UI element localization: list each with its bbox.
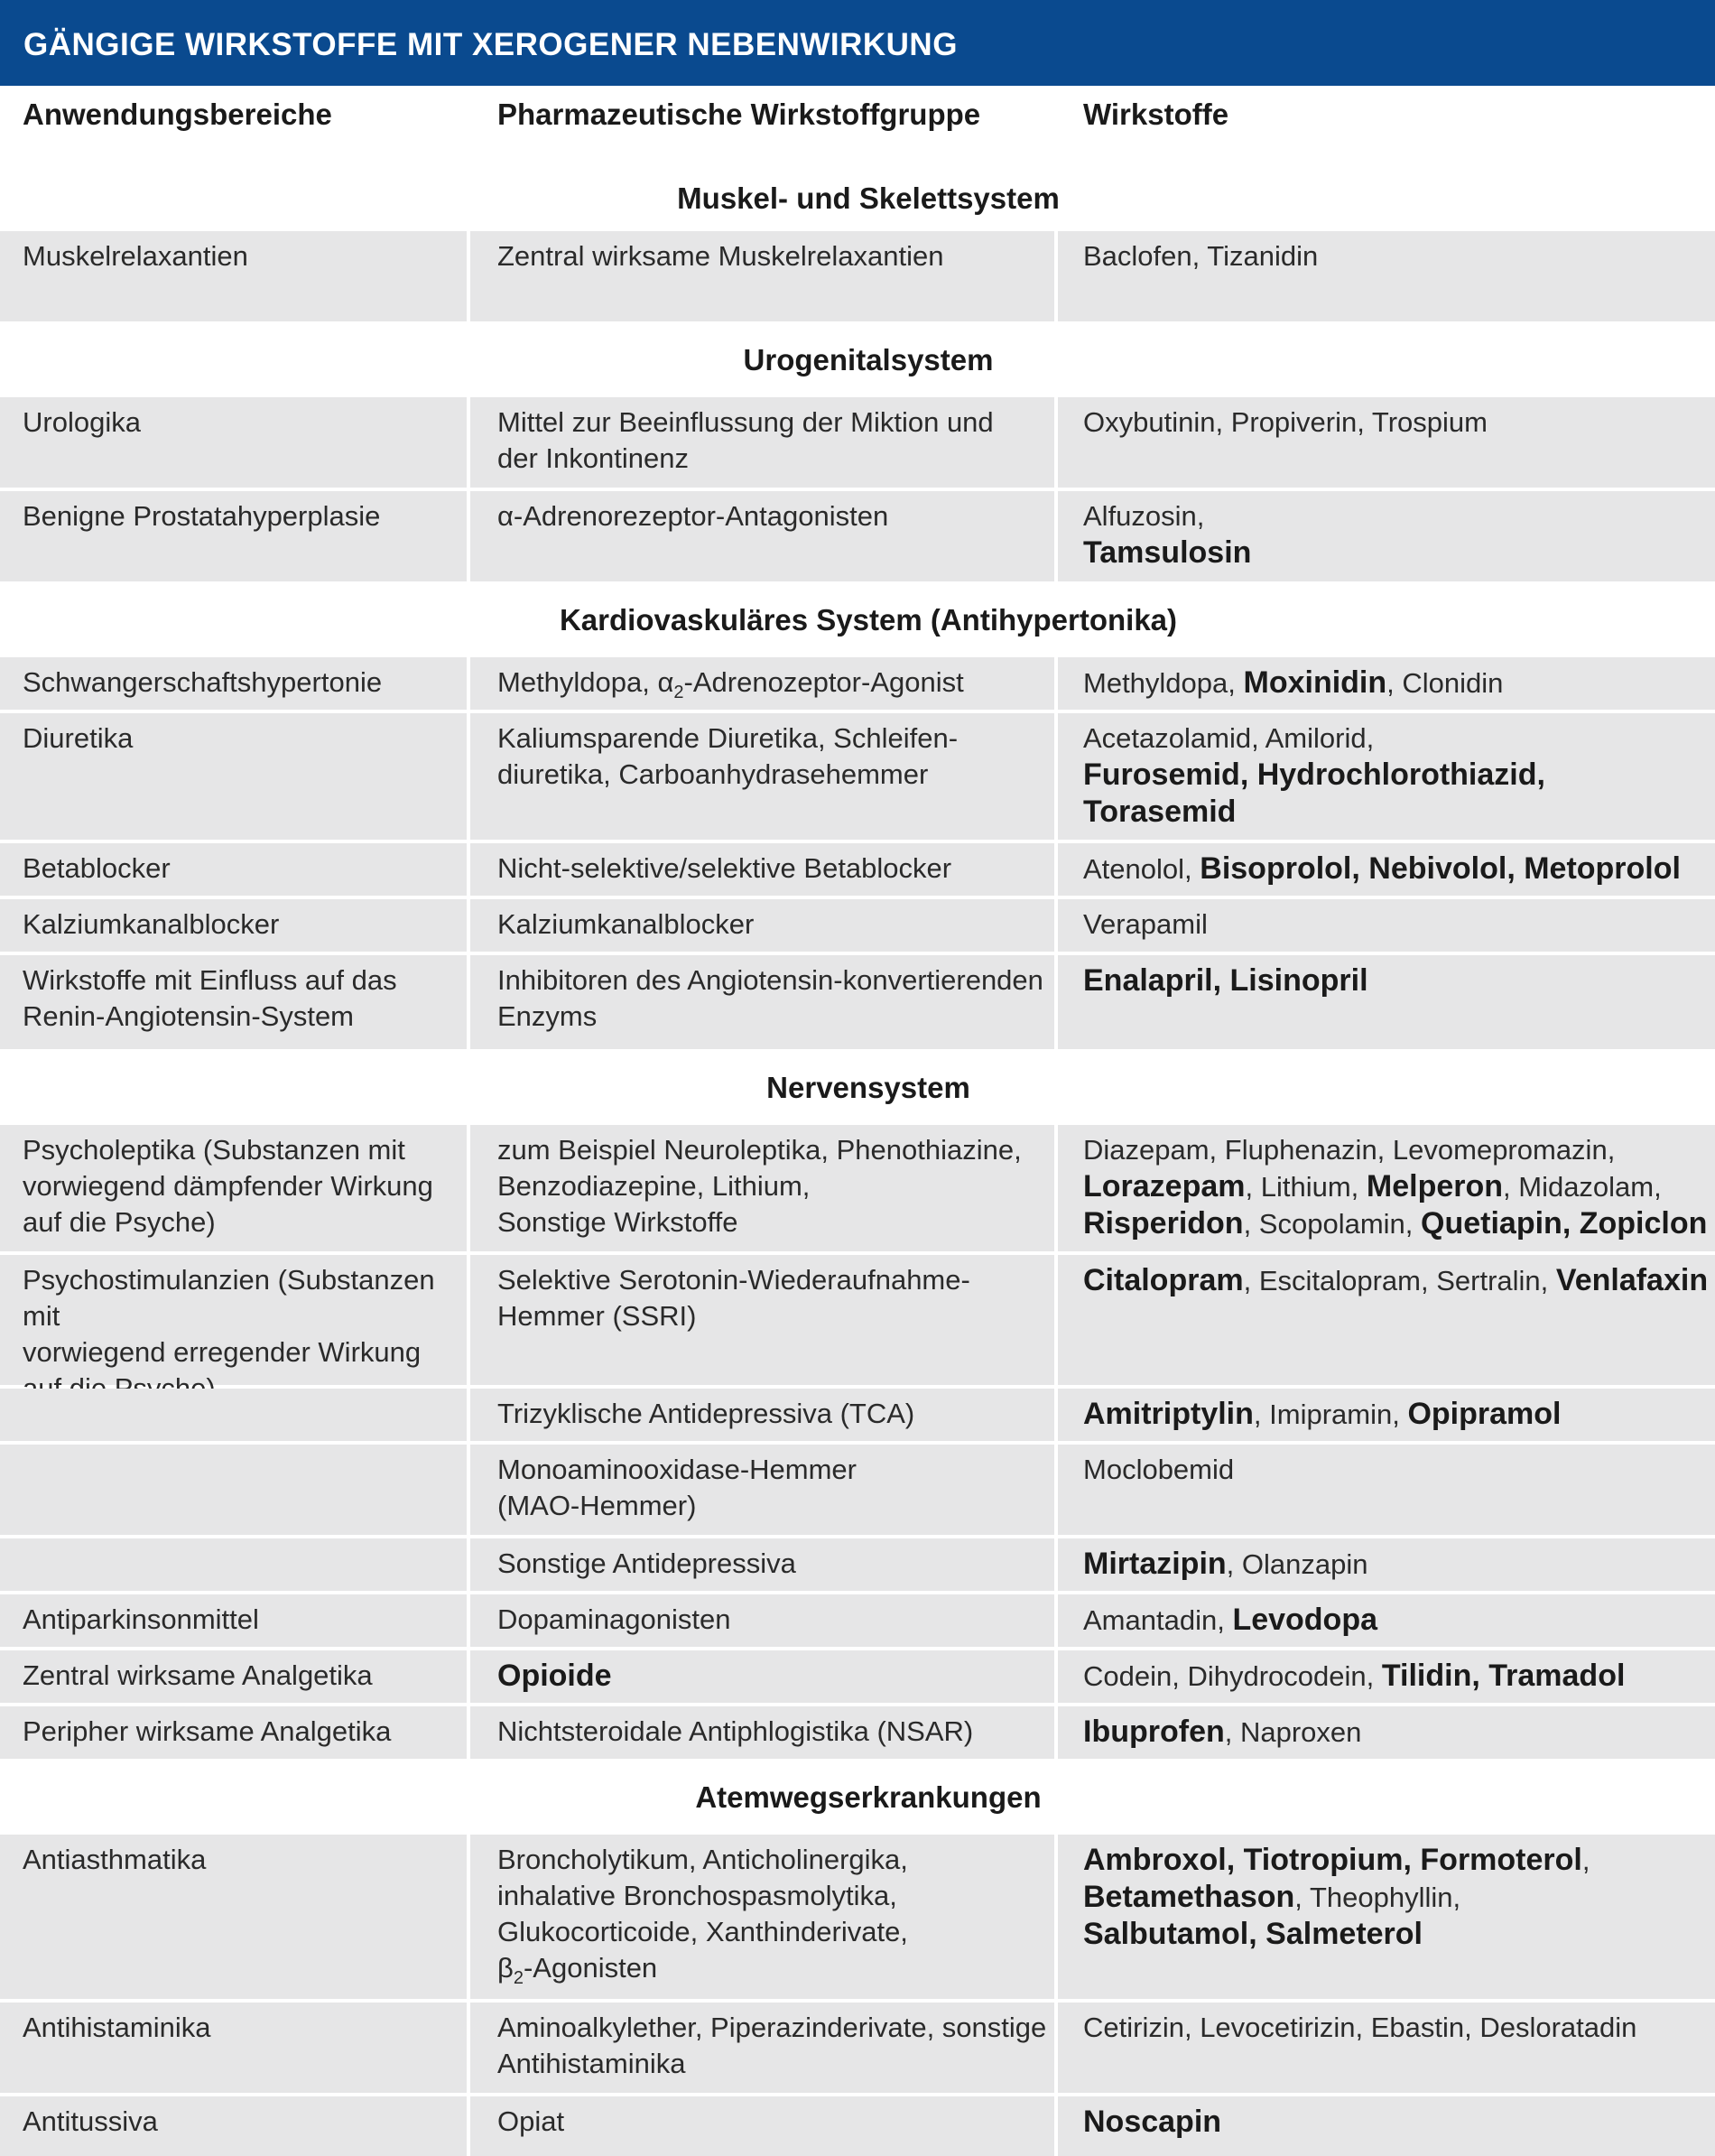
cell-group: Monoaminooxidase-Hemmer (MAO-Hemmer) — [470, 1445, 1054, 1535]
table-row — [0, 1255, 1715, 1385]
table-row — [0, 1835, 1715, 1999]
cell-group: Nichtsteroidale Antiphlogistika (NSAR) — [470, 1706, 1054, 1759]
cell-group: Opioide — [470, 1650, 1054, 1703]
cell-group: Dopaminagonisten — [470, 1594, 1054, 1647]
cell-area: Antihistaminika — [0, 2003, 467, 2093]
table-row — [0, 1594, 1715, 1647]
table-row — [0, 1538, 1715, 1591]
cell-drugs: Moclobemid — [1058, 1445, 1715, 1535]
cell-area: Muskelrelaxantien — [0, 231, 467, 321]
table-row — [0, 1125, 1715, 1251]
cell-group: Opiat — [470, 2096, 1054, 2156]
cell-area: Antiasthmatika — [0, 1835, 467, 1999]
cell-area: Urologika — [0, 397, 467, 488]
cell-area — [0, 1538, 467, 1591]
table-row — [0, 491, 1715, 581]
cell-area: Schwangerschaftshypertonie — [0, 657, 467, 710]
cell-area: Diuretika — [0, 713, 467, 840]
cell-group: Nicht-selektive/selektive Betablocker — [470, 843, 1054, 896]
table-row — [0, 397, 1715, 488]
cell-drugs: Amitriptylin, Imipramin, Opipramol — [1058, 1389, 1715, 1441]
table-row — [0, 843, 1715, 896]
table-row — [0, 1650, 1715, 1703]
table-row — [0, 955, 1715, 1049]
header-wirkstoffgruppe: Pharmazeutische Wirkstoffgruppe — [497, 98, 981, 131]
cell-group: Trizyklische Antidepressiva (TCA) — [470, 1389, 1054, 1441]
cell-area: Antitussiva — [0, 2096, 467, 2156]
cell-group: Mittel zur Beeinflussung der Miktion und der Inkontinenz — [470, 397, 1054, 488]
cell-area: Peripher wirksame Analgetika — [0, 1706, 467, 1759]
cell-group: α-Adrenorezeptor-Antagonisten — [470, 491, 1054, 581]
cell-drugs: Verapamil — [1058, 899, 1715, 952]
table-row — [0, 1706, 1715, 1759]
header-anwendungsbereiche: Anwendungsbereiche — [23, 98, 332, 131]
cell-drugs: Amantadin, Levodopa — [1058, 1594, 1715, 1647]
cell-drugs: Methyldopa, Moxinidin, Clonidin — [1058, 657, 1715, 710]
cell-drugs: Citalopram, Escitalopram, Sertralin, Venlafaxin — [1058, 1255, 1715, 1385]
cell-drugs: Codein, Dihydrocodein, Tilidin, Tramadol — [1058, 1650, 1715, 1703]
cell-area: Psycholeptika (Substanzen mit vorwiegend dämpfender Wirkung auf die Psyche) — [0, 1125, 467, 1251]
cell-group: Inhibitoren des Angiotensin-konvertierenden Enzyms — [470, 955, 1054, 1049]
table-row — [0, 657, 1715, 710]
section-heading: Nervensystem — [0, 1055, 1715, 1121]
section-heading: Muskel- und Skelettsystem — [0, 172, 1715, 226]
cell-drugs: Baclofen, Tizanidin — [1058, 231, 1715, 321]
cell-area: Betablocker — [0, 843, 467, 896]
cell-group: Sonstige Antidepressiva — [470, 1538, 1054, 1591]
header-wirkstoffe: Wirkstoffe — [1083, 98, 1229, 131]
cell-drugs: Oxybutinin, Propiverin, Trospium — [1058, 397, 1715, 488]
table-row — [0, 2096, 1715, 2156]
cell-drugs: Ambroxol, Tiotropium, Formoterol, Betamethason, Theophyllin, Salbutamol, Salmeterol — [1058, 1835, 1715, 1999]
cell-area: Zentral wirksame Analgetika — [0, 1650, 467, 1703]
cell-group: zum Beispiel Neuroleptika, Phenothiazine, Benzodiazepine, Lithium, Sonstige Wirkstoffe — [470, 1125, 1054, 1251]
section-heading: Kardiovaskuläres System (Antihypertonika) — [0, 587, 1715, 654]
cell-drugs: Acetazolamid, Amilorid, Furosemid, Hydrochlorothiazid, Torasemid — [1058, 713, 1715, 840]
cell-group: Methyldopa, $\alpha_2-Adrenozeptor$-Agonist — [470, 657, 1054, 710]
cell-area: Psychostimulanzien (Substanzen mit vorwiegend erregender Wirkung — [0, 1255, 467, 1385]
cell-drugs: Mirtazipin, Olanzapin — [1058, 1538, 1715, 1591]
table-title: GÄNGIGE WIRKSTOFFE MIT XEROGENER NEBENWIRKUNG — [23, 27, 958, 62]
table-row — [0, 1445, 1715, 1535]
table-row — [0, 899, 1715, 952]
cell-area: Antiparkinsonmittel — [0, 1594, 467, 1647]
table-row — [0, 713, 1715, 840]
cell-group: Broncholytikum, Anticholinergika, inhalative Bronchospasmolytika, Glukocorticoide, Xanthinderivate, $\beta_2$-Agonisten — [470, 1835, 1054, 1999]
cell-area: Benigne Prostatahyperplasie — [0, 491, 467, 581]
section-heading: Urogenitalsystem — [0, 327, 1715, 394]
cell-drugs: Alfuzosin, Tamsulosin — [1058, 491, 1715, 581]
cell-drugs: Cetirizin, Levocetirizin, Ebastin, Desloratadin — [1058, 2003, 1715, 2093]
cell-drugs: Enalapril, Lisinopril — [1058, 955, 1715, 1049]
cell-area — [0, 1445, 467, 1535]
cell-drugs: Noscapin — [1058, 2096, 1715, 2156]
cell-drugs: Diazepam, Fluphenazin, Levomepromazin, Lorazepam, Lithium, Melperon, Midazolam, Risperidon, Scopolamin, Quetiapin, Zopiclon — [1058, 1125, 1715, 1251]
cell-group: Aminoalkylether, Piperazinderivate, sonstige Antihistaminika — [470, 2003, 1054, 2093]
cell-area — [0, 1389, 467, 1441]
cell-area: Kalziumkanalblocker — [0, 899, 467, 952]
cell-group: Kalziumkanalblocker — [470, 899, 1054, 952]
cell-group: Kaliumsparende Diuretika, Schleifen- diuretika, Carboanhydrasehemmer — [470, 713, 1054, 840]
cell-drugs: Atenolol, Bisoprolol, Nebivolol, Metoprolol — [1058, 843, 1715, 896]
cell-drugs: Ibuprofen, Naproxen — [1058, 1706, 1715, 1759]
table-row — [0, 1389, 1715, 1441]
cell-group: Zentral wirksame Muskelrelaxantien — [470, 231, 1054, 321]
cell-group: Selektive Serotonin-Wiederaufnahme- Hemmer (SSRI) — [470, 1255, 1054, 1385]
table-row — [0, 231, 1715, 321]
section-heading: Atemwegserkrankungen — [0, 1764, 1715, 1831]
table-row — [0, 2003, 1715, 2093]
cell-area: Wirkstoffe mit Einfluss auf das Renin-Angiotensin-System — [0, 955, 467, 1049]
table-title-bar — [0, 0, 1715, 86]
